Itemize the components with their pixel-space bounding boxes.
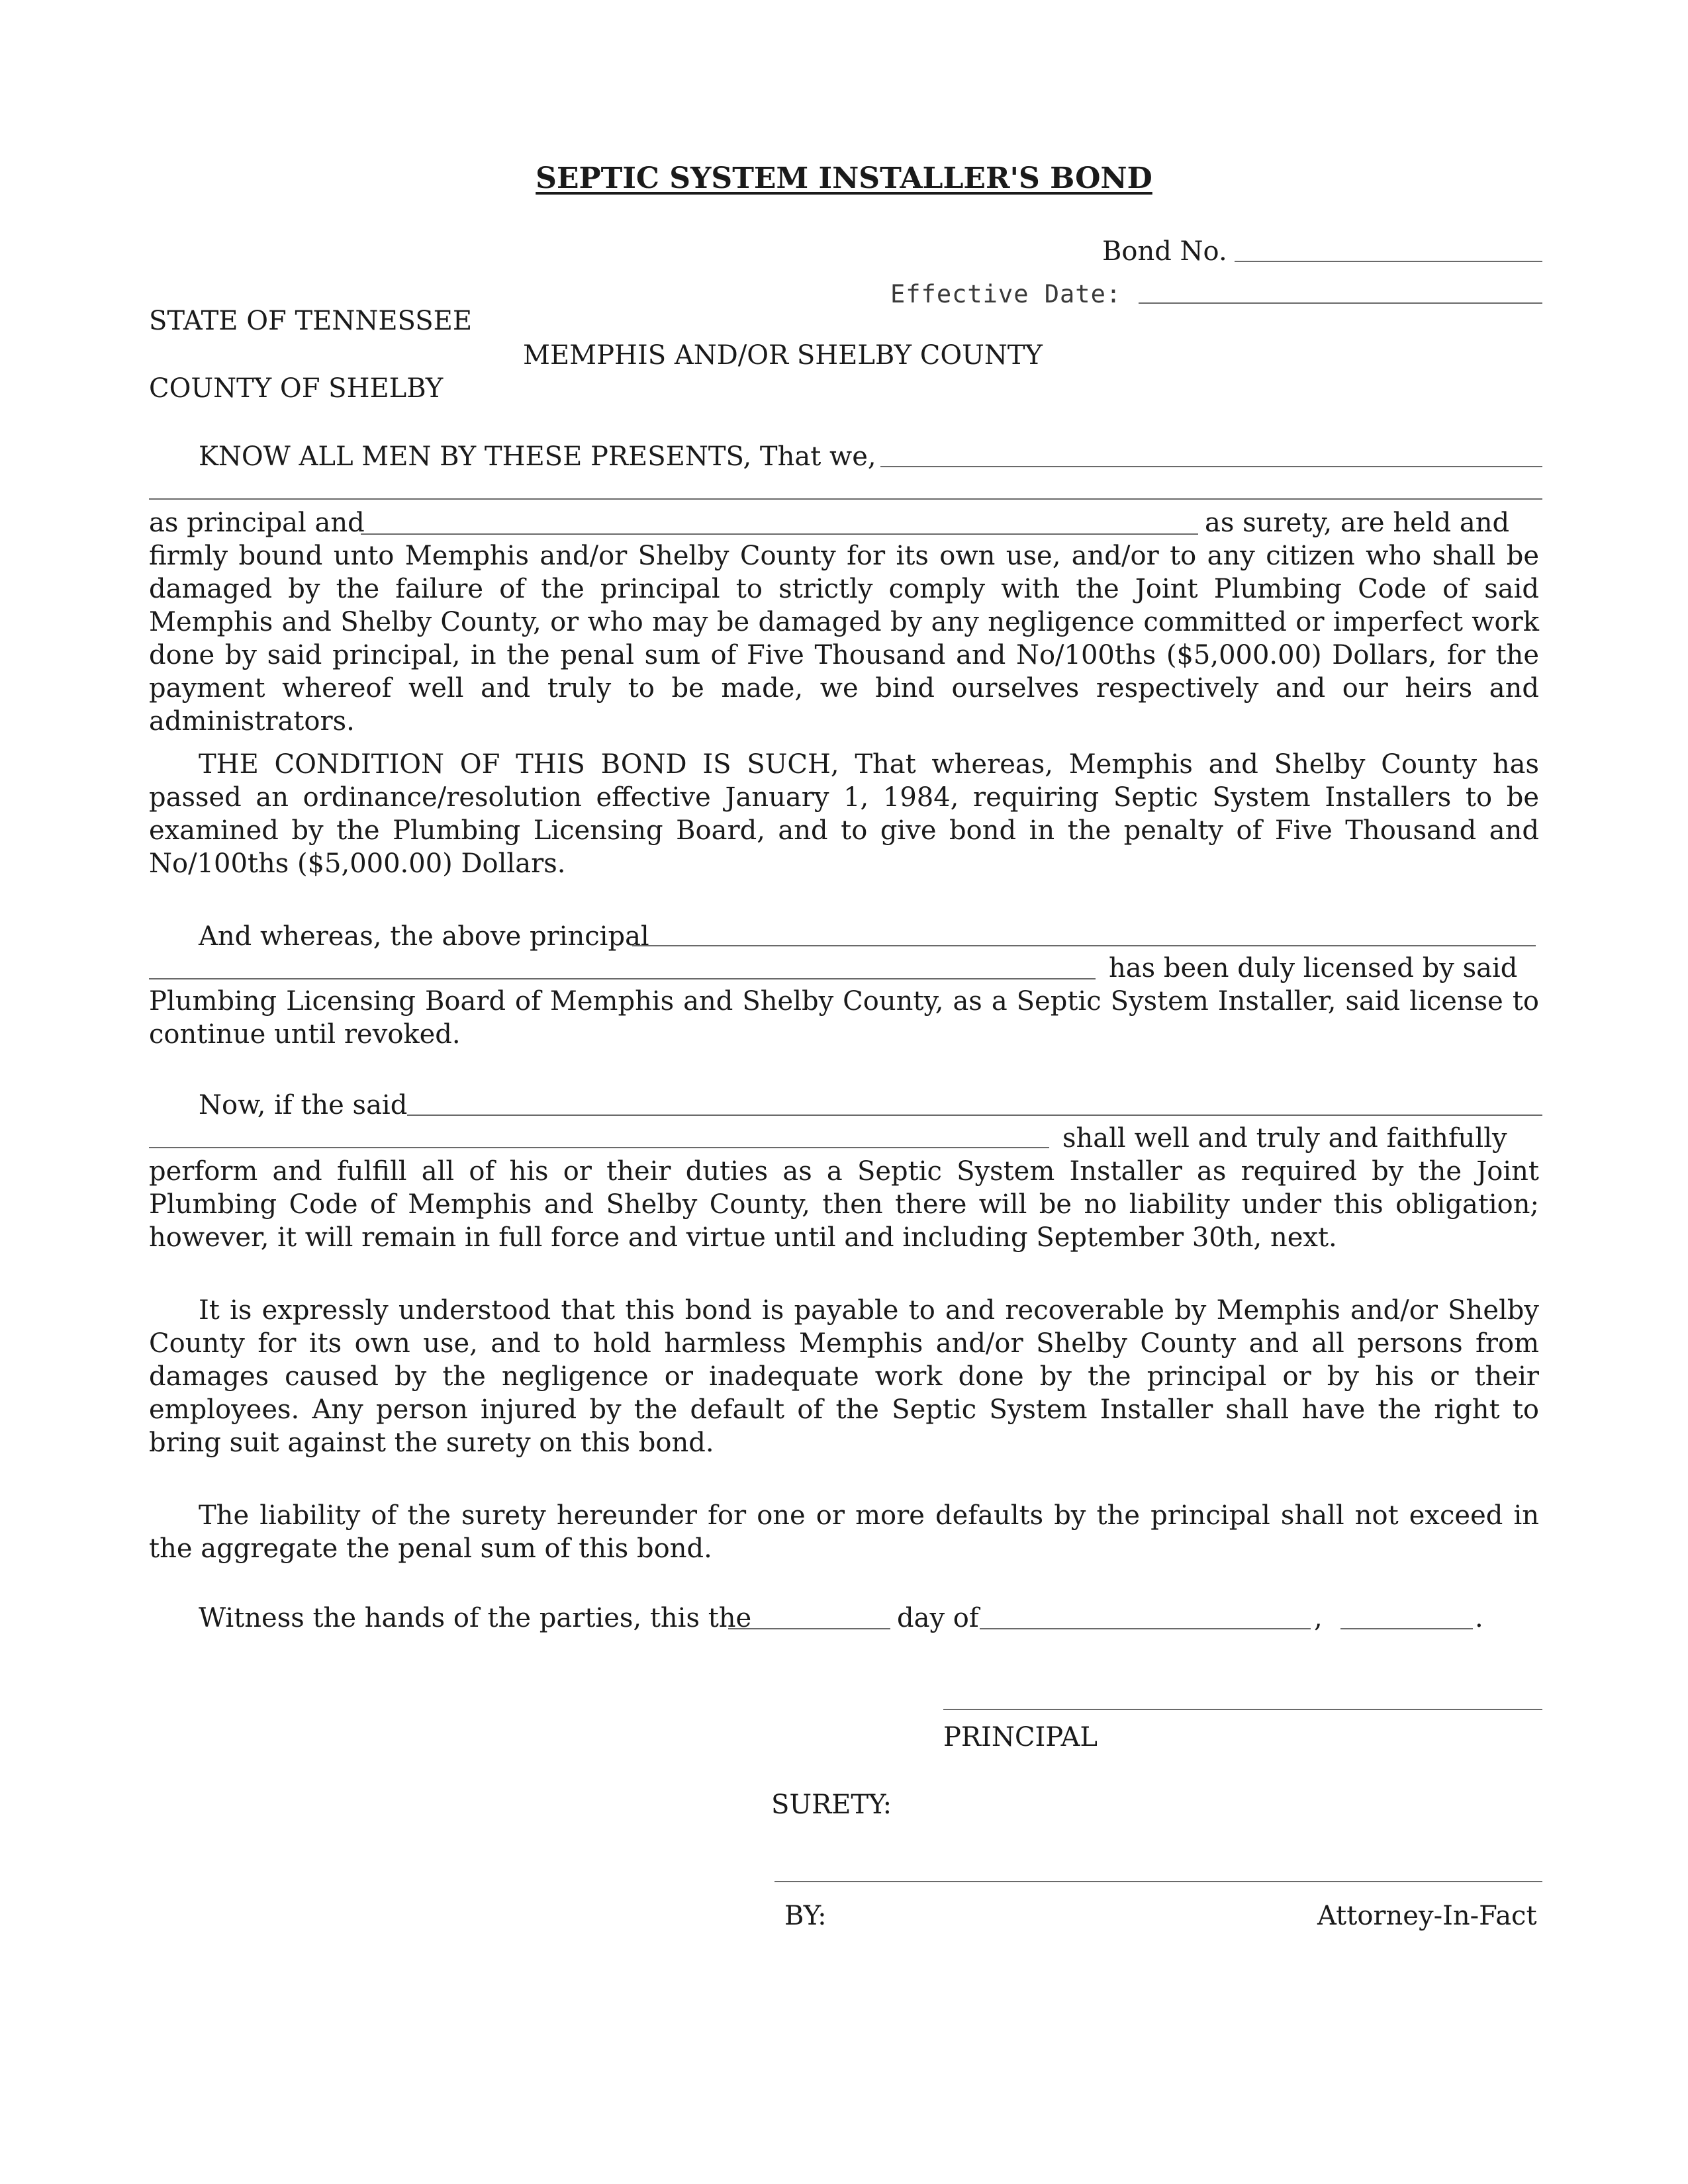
duly-licensed-text: has been duly licensed by said: [1109, 953, 1518, 983]
condition-paragraph: THE CONDITION OF THIS BOND IS SUCH, That whereas, Memphis and Shelby County has passed an ordinance/resolution effective January 1, 1984, requiring Septic System Installers to be examined by the Plumbing Licensing Board, and to give bond in the penalty of Five Thousand and No/100ths ($5,000.00) Dollars.: [149, 749, 1539, 879]
period-text: .: [1475, 1603, 1483, 1633]
obligation-paragraph: firmly bound unto Memphis and/or Shelby County for its own use, and/or to any citizen who shall be damaged by the failure of the principal to strictly comply with the Joint Plumbing Code of said Memphis and Shelby County, or who may be damaged by any negligence committed or imperfect work done by said principal, in the penal sum of Five Thousand and No/100ths ($5,000.00) Dollars, for the payment whereof well and truly to be made, we bind ourselves respectively and our heirs and administrators.: [149, 541, 1539, 737]
principal-name-field[interactable]: [880, 466, 1542, 467]
jurisdiction-label: MEMPHIS AND/OR SHELBY COUNTY: [523, 340, 1043, 371]
county-label: COUNTY OF SHELBY: [149, 373, 444, 404]
expressly-paragraph: It is expressly understood that this bond is payable to and recoverable by Memphis and/or Shelby County for its own use, and to hold harmless Memphis and/or Shelby County and all persons from damages caused by the negligence or inadequate work done by the principal or by his or their employees. Any person injured by the default of the Septic System Installer shall have the right to bring suit against the surety on this bond.: [149, 1295, 1539, 1458]
attorney-in-fact-label: Attorney-In-Fact: [1317, 1901, 1537, 1931]
bond-no-field[interactable]: [1235, 261, 1542, 262]
whereas-text: And whereas, the above principal: [199, 921, 649, 952]
now-if-text: Now, if the said: [199, 1090, 408, 1120]
by-label: BY:: [784, 1901, 827, 1931]
effective-date-field[interactable]: [1139, 302, 1542, 304]
effective-date-label: Effective Date:: [890, 280, 1122, 308]
principal-signature-line[interactable]: [943, 1709, 1542, 1710]
shall-well-text: shall well and truly and faithfully: [1062, 1123, 1507, 1154]
now-if-principal-field-line2[interactable]: [149, 1147, 1049, 1148]
as-principal-text: as principal and: [149, 508, 365, 538]
whereas-principal-field[interactable]: [632, 945, 1536, 946]
surety-name-field[interactable]: [361, 533, 1198, 535]
witness-year-field[interactable]: [1340, 1628, 1473, 1629]
liability-paragraph: The liability of the surety hereunder for one or more defaults by the principal shall not exceed in the aggregate the penal sum of this bond.: [149, 1500, 1539, 1564]
day-of-text: day of: [897, 1603, 979, 1633]
now-if-paragraph: perform and fulfill all of his or their duties as a Septic System Installer as required by the Joint Plumbing Code of Memphis and Shelby County, then there will be no liability under this obligation; however, it will remain in full force and virtue until and including September 30th, next.: [149, 1156, 1539, 1253]
bond-no-label: Bond No.: [1102, 236, 1227, 267]
as-surety-text: as surety, are held and: [1205, 508, 1510, 538]
now-if-principal-field[interactable]: [407, 1115, 1542, 1116]
whereas-paragraph: Plumbing Licensing Board of Memphis and Shelby County, as a Septic System Installer, said license to continue until revoked.: [149, 986, 1539, 1050]
witness-text: Witness the hands of the parties, this the: [199, 1603, 752, 1633]
witness-month-field[interactable]: [980, 1628, 1311, 1629]
principal-label: PRINCIPAL: [943, 1722, 1098, 1752]
comma-text: ,: [1314, 1603, 1323, 1633]
witness-day-field[interactable]: [728, 1628, 890, 1629]
know-all-men-text: KNOW ALL MEN BY THESE PRESENTS, That we,: [199, 441, 876, 472]
surety-signature-line[interactable]: [774, 1881, 1542, 1882]
surety-label: SURETY:: [771, 1790, 892, 1820]
state-label: STATE OF TENNESSEE: [149, 306, 473, 336]
whereas-principal-field-line2[interactable]: [149, 978, 1096, 979]
principal-name-field-line2[interactable]: [149, 498, 1542, 500]
document-title: SEPTIC SYSTEM INSTALLER'S BOND: [536, 161, 1152, 195]
